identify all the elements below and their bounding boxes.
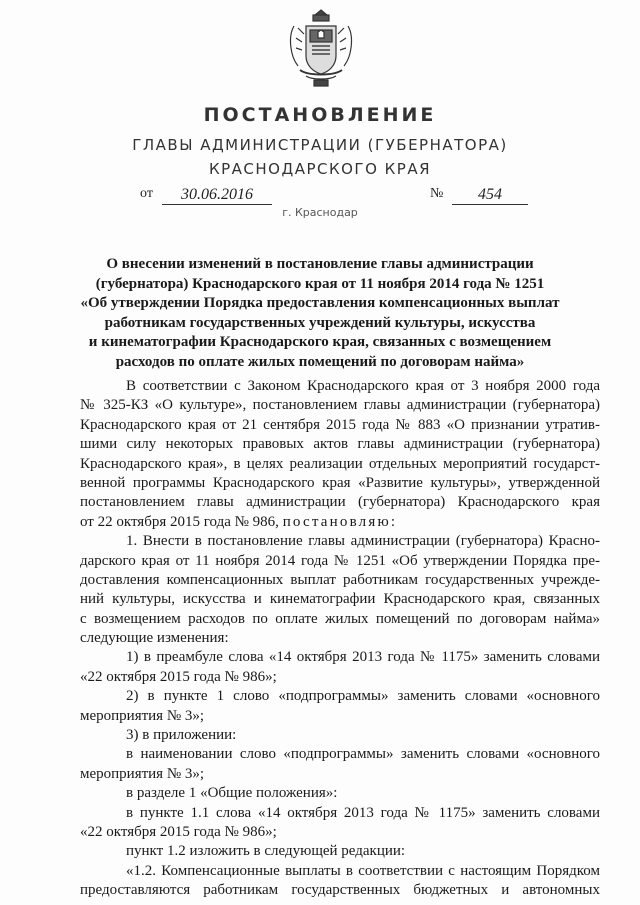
body-line: дарского края от 11 ноября 2014 года № 1251 «Об утверждении Порядка пре- bbox=[80, 552, 600, 569]
body-line: предоставляются работникам государственных бюджетных и автономных bbox=[80, 882, 600, 899]
region-heading: КРАСНОДАРСКОГО КРАЯ bbox=[208, 160, 432, 178]
body-line: Краснодарского края», в целях реализации отдельных мероприятий государст- bbox=[80, 455, 600, 472]
body-line: 1) в преамбуле слова «14 октября 2013 года № 1175» заменить словами bbox=[126, 649, 600, 666]
date-prefix: от bbox=[140, 186, 153, 201]
body-line: с возмещением расходов по оплате жилых помещений по договорам найма» bbox=[80, 610, 600, 627]
resolution-word: постановляю: bbox=[282, 513, 398, 530]
title-line: и кинематографии Краснодарского края, связанных с возмещением bbox=[88, 334, 552, 350]
body-line: Краснодарского края от 21 сентября 2015 года № 883 «О признании утратив- bbox=[80, 416, 600, 433]
body-line: доставления компенсационных выплат работникам государственных учрежде- bbox=[80, 571, 600, 588]
krasnodar-coat-of-arms-emblem bbox=[288, 8, 354, 90]
body-line: шими силу некоторых правовых актов главы администрации (губернатора) bbox=[80, 436, 600, 453]
document-number: 454 bbox=[452, 186, 528, 205]
document-date: 30.06.2016 bbox=[162, 186, 272, 205]
title-line: расходов по оплате жилых помещений по договорам найма» bbox=[115, 353, 525, 370]
body-line: «22 октября 2015 года № 986»; bbox=[80, 668, 277, 685]
body-line-text: от 22 октября 2015 года № 986, bbox=[80, 513, 279, 530]
number-prefix: № bbox=[430, 186, 444, 201]
body-line: 1. Внести в постановление главы администрации (губернатора) Красно- bbox=[126, 533, 600, 550]
body-line: в пункте 1.1 слова «14 октября 2013 года № 1175» заменить словами bbox=[126, 804, 600, 821]
title-line: (губернатора) Краснодарского края от 11 ноября 2014 года № 1251 bbox=[95, 275, 545, 292]
body-line: ний культуры, искусства и кинематографии Краснодарского края, связанных bbox=[80, 591, 600, 608]
body-line: пункт 1.2 изложить в следующей редакции: bbox=[126, 843, 406, 860]
body-line bbox=[80, 513, 600, 532]
document-title bbox=[60, 255, 580, 372]
body-line: 2) в пункте 1 слово «подпрограммы» заменить словами «основного bbox=[126, 688, 600, 705]
body-line: в разделе 1 «Общие положения»: bbox=[126, 785, 338, 802]
body-line: № 325-КЗ «О культуре», постановлением главы администрации (губернатора) bbox=[80, 397, 600, 414]
body-line: венной программы Краснодарского края «Развитие культуры», утвержденной bbox=[80, 474, 600, 491]
body-line: следующие изменения: bbox=[80, 630, 229, 647]
body-line: В соответствии с Законом Краснодарского края от 3 ноября 2000 года bbox=[126, 378, 600, 394]
city-label: г. Краснодар bbox=[282, 206, 358, 219]
document-body bbox=[80, 377, 600, 901]
body-line: в наименовании слово «подпрограммы» заменить словами «основного bbox=[126, 746, 600, 763]
body-line: 3) в приложении: bbox=[126, 727, 237, 744]
body-line: мероприятия № 3»; bbox=[80, 707, 205, 724]
title-line: работникам государственных учреждений культуры, искусства bbox=[104, 314, 536, 331]
body-line: постановлением главы администрации (губернатора) Краснодарского края bbox=[80, 494, 600, 511]
body-line: мероприятия № 3»; bbox=[80, 765, 205, 782]
issuer-heading: ГЛАВЫ АДМИНИСТРАЦИИ (ГУБЕРНАТОРА) bbox=[132, 136, 508, 154]
body-line: «22 октября 2015 года № 986»; bbox=[80, 823, 277, 840]
body-line: «1.2. Компенсационные выплаты в соответствии с настоящим Порядком bbox=[126, 862, 600, 879]
title-line: О внесении изменений в постановление главы администрации bbox=[106, 256, 534, 272]
document-type-heading: ПОСТАНОВЛЕНИЕ bbox=[203, 104, 437, 126]
title-line: «Об утверждении Порядка предоставления компенсационных выплат bbox=[80, 295, 560, 311]
